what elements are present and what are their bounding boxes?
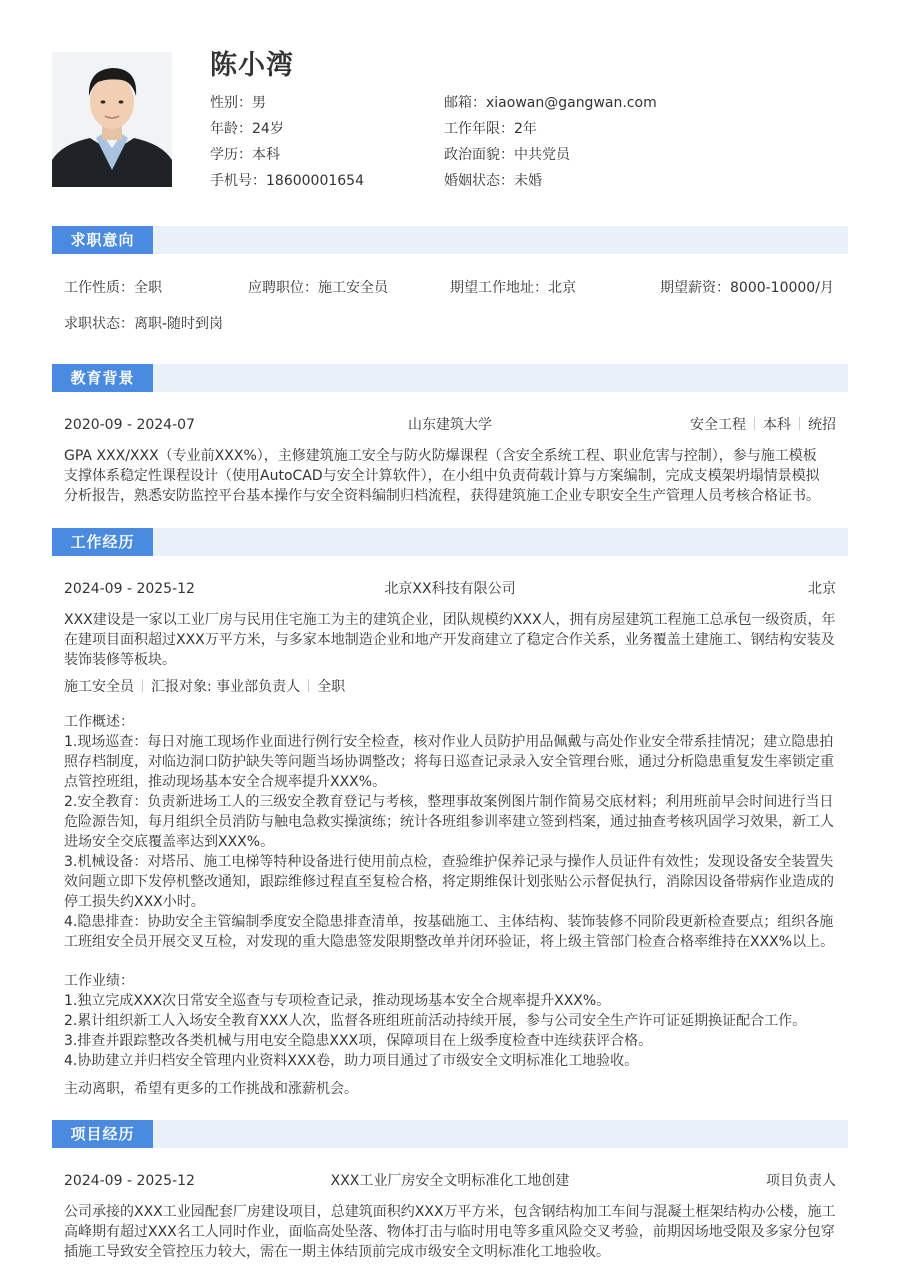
info-row — [210, 92, 830, 118]
intent-status: 求职状态：离职-随时到岗 — [64, 316, 224, 332]
divider — [754, 417, 755, 430]
job-type: 全职 — [317, 679, 346, 695]
gender-item: 性别：男 — [210, 95, 266, 111]
work-overview: 工作概述： 1.现场巡查：每日对施工现场作业面进行例行安全检查，核对作业人员防护用品佩戴与高处作业安全带系挂情况；建立隐患拍 照存档制度，对临边洞口防护缺失等问题当场协调整改；将每日巡查记录录入安全管理台账，通过分析隐患重复发生率锁定重 点管控班组，推动现场基本安全合规率提升XXX%。 2.安全教育：负责新进场工人的三级安全教育登记与考核，整理事故案例图片制作简易交底材料；利用班前早会时间进行当日 危险源告知，每月组织全员消防与触电急救实操演练；统计各班组参训率建立签到档案，通过抽查考核巩固学习效果，新工人 进场安全交底覆盖率达到XXX%。 3.机械设备：对塔吊、施工电梯等特种设备进行使用前点检，查验维护保养记录与操作人员证件有效性；发现设备安全装置失 效问题立即下发停机整改通知，跟踪维修过程直至复检合格，将定期维保计划张贴公示督促执行，消除因设备带病作业造成的 停工损失约XXX小时。 4.隐患排查：协助安全主管编制季度安全隐患排查清单，按基础施工、主体结构、装饰装修不同阶段更新检查要点；组织各施 工班组安全员开展交叉互检，对发现的重大隐患签发限期整改单并闭环验证，将上级主管部门检查合格率维持在XXX%以上。 — [64, 714, 835, 950]
divider — [308, 679, 309, 692]
years-item: 工作年限：2年 — [444, 121, 537, 137]
info-row — [210, 144, 830, 170]
education-description: GPA XXX/XXX（专业前XXX%），主修建筑施工安全与防火防爆课程（含安全系统工程、职业危害与控制），参与施工模板 支撑体系稳定性课程设计（使用AutoCAD与安全计算软件），在小组中负责荷载计算与方案编制，完成支模架坍塌情景模拟 分析报告，熟悉安防监控平台基本操作与安全资料编制归档流程，获得建筑施工企业专职安全生产管理人员考核合格证书。 — [64, 448, 820, 504]
marital-item: 婚姻状态：未婚 — [444, 173, 542, 189]
divider — [142, 679, 143, 692]
work-role-row — [64, 677, 836, 697]
school-name: 山东建筑大学 — [408, 417, 492, 433]
info-row — [210, 118, 830, 144]
avatar — [52, 52, 172, 187]
education-meta: 安全工程 本科 统招 — [690, 417, 836, 433]
work-role: 施工安全员 — [64, 679, 134, 695]
section-title: 教育背景 — [52, 364, 153, 392]
work-period: 2024-09 - 2025-12 — [64, 581, 195, 597]
project-description: 公司承接的XXX工业园配套厂房建设项目，总建筑面积约XXX万平方米，包含钢结构加工车间与混凝土框架结构办公楼，施工 高峰期有超过XXX名工人同时作业，面临高处坠落、物体打击与临时用电等多重风险交叉考验，前期因场地受限及多家分包穿 插施工导致安全管控压力较大，需在一期主体结顶前完成市级安全文明标准化工地验收。 — [64, 1204, 836, 1260]
politics-item: 政治面貌：中共党员 — [444, 147, 570, 163]
leave-reason: 主动离职，希望有更多的工作挑战和涨薪机会。 — [64, 1081, 358, 1097]
project-period: 2024-09 - 2025-12 — [64, 1173, 195, 1189]
education-item: 学历：本科 — [210, 147, 280, 163]
age-item: 年龄：24岁 — [210, 121, 284, 137]
section-title: 项目经历 — [52, 1120, 153, 1148]
section-title: 求职意向 — [52, 226, 153, 254]
section-header-project — [52, 1120, 848, 1148]
intent-nature: 工作性质：全职 — [64, 280, 162, 296]
email-item: 邮箱：xiaowan@gangwan.com — [444, 95, 657, 111]
project-role: 项目负责人 — [766, 1173, 836, 1189]
section-header-work — [52, 528, 848, 556]
info-row — [210, 170, 830, 196]
section-header-education — [52, 364, 848, 392]
divider — [799, 417, 800, 430]
section-title: 工作经历 — [52, 528, 153, 556]
company-description: XXX建设是一家以工业厂房与民用住宅施工为主的建筑企业，团队规模约XXX人，拥有房屋建筑工程施工总承包一级资质，年 在建项目面积超过XXX万平方米，与多家本地制造企业和地产开发商建立了稳定合作关系，业务覆盖土建施工、钢结构安装及 装饰装修等板块。 — [64, 612, 836, 668]
work-city: 北京 — [808, 581, 836, 597]
phone-item: 手机号：18600001654 — [210, 173, 364, 189]
personal-info — [210, 92, 830, 196]
project-name: XXX工业厂房安全文明标准化工地创建 — [330, 1173, 570, 1189]
profile-photo — [52, 52, 172, 187]
section-header-intent — [52, 226, 848, 254]
intent-position: 应聘职位：施工安全员 — [248, 280, 388, 296]
work-achievements: 工作业绩： 1.独立完成XXX次日常安全巡查与专项检查记录，推动现场基本安全合规率提升XXX%。 2.累计组织新工人入场安全教育XXX人次，监督各班组班前活动持续开展，参与公司安全生产许可证延期换证配合工作。 3.排查并跟踪整改各类机械与用电安全隐患XXX项，保障项目在上级季度检查中连续获评合格。 4.协助建立并归档安全管理内业资料XXX卷，助力项目通过了市级安全文明标准化工地验收。 — [64, 973, 807, 1069]
intent-location: 期望工作地址：北京 — [450, 280, 576, 296]
candidate-name: 陈小湾 — [210, 50, 294, 81]
company-name: 北京XX科技有限公司 — [384, 581, 516, 597]
education-period: 2020-09 - 2024-07 — [64, 417, 195, 433]
report-to: 汇报对象: 事业部负责人 — [151, 679, 301, 695]
intent-salary: 期望薪资：8000-10000/月 — [660, 280, 834, 296]
